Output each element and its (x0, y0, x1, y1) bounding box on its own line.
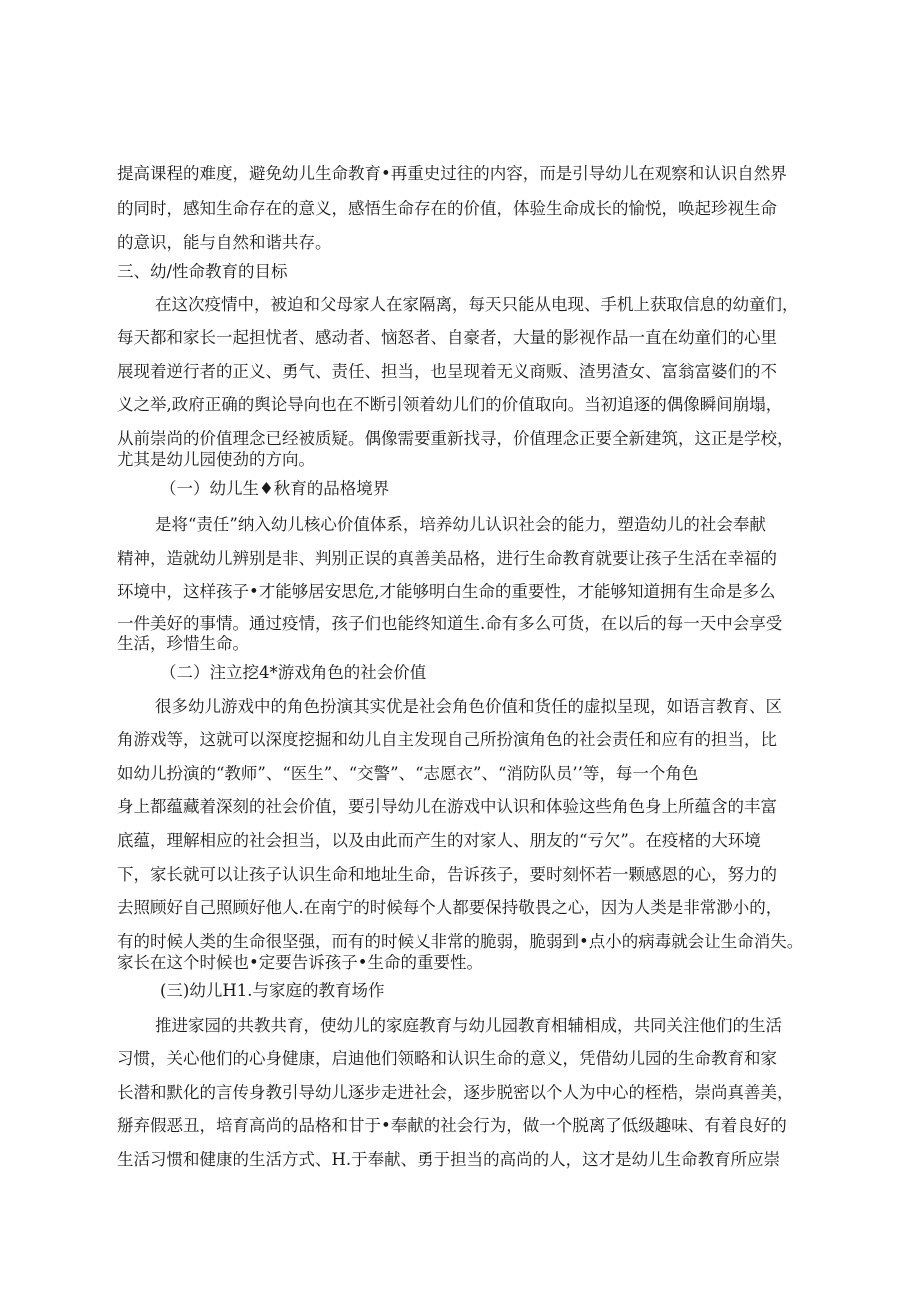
body-text-line: 精神，造就幼儿辨别是非、判别正误的真善美品格，进行生命教育就要让孩子生活在幸福的 (117, 549, 777, 568)
subsection-heading: （二）注立挖4*游戏角色的社会价值 (160, 663, 427, 682)
body-text-line: 习惯，关心他们的心身健康，启迪他们领略和认识生命的意义，凭借幼儿园的生命教育和家 (117, 1049, 777, 1068)
body-text-line: 是将“责任”纳入幼儿核心价值体系，培养幼儿认识社会的能力，塑造幼儿的社会奉献 (155, 515, 766, 534)
body-text-line: 的意识，能与自然和谐共存。 (117, 233, 332, 252)
subsection-heading: (三)幼儿H1.与家庭的教育场作 (160, 981, 385, 1000)
body-text-line: 提高课程的难度，避免幼儿生命教育•再重史过往的内容，而是引导幼儿在观察和认识自然界 (117, 164, 787, 183)
body-text-line: 展现着逆行者的正义、勇气、责任、担当，也呈现着无义商贩、渣男渣女、富翁富婆们的不 (117, 362, 777, 381)
body-text-line: 的同时，感知生命存在的意义，感悟生命存在的价值，体验生命成长的愉悦，唤起珍视生命 (117, 199, 777, 218)
body-text-line: 推进家园的共教共育，使幼儿的家庭教育与幼儿园教育相辅相成，共同关注他们的生活 (155, 1016, 782, 1035)
body-text-line: 环境中，这样孩子•才能够居安思危,才能够明白生命的重要性，才能够知道拥有生命是多么 (117, 582, 776, 601)
body-text-line: 尤其是幼儿园使劲的方向。 (117, 450, 315, 469)
body-text-line: 一件美好的事情。通过疫情，孩子们也能终知道生.命有多么可货，在以后的每一天中会享受 (117, 614, 783, 633)
body-text-line: 义之举,政府正确的舆论导向也在不断引领着幼儿们的价值取向。当初追逐的偶像瞬间崩塌， (117, 395, 783, 414)
body-text-line: 生活习惯和健康的生活方式、H.于奉献、勇于担当的高尚的人，这才是幼儿生命教育所应崇 (117, 1150, 781, 1169)
body-text-line: 在这次疫情中，被迫和父母家人在家隔离，每天只能从电现、手机上获取信息的幼童们， (155, 295, 799, 314)
body-text-line: 家长在这个时候也•定要告诉孩子•生命的重要性。 (117, 953, 483, 972)
body-text-line: 下，家长就可以让孩子认识生命和地址生命，告诉孩子，要时刻怀若一颗感恩的心，努力的 (117, 865, 777, 884)
body-text-line: 角游戏等，这就可以深度挖掘和幼儿自主发现自己所扮演角色的社会责任和应有的担当，比 (117, 730, 777, 749)
body-text-line: 去照顾好自己照顾好他人.在南宁的时候每个人都要保持敬畏之心，因为人类是非常渺小的， (117, 898, 783, 917)
body-text-line: 每天都和家长一起担忧者、感动者、恼怒者、自豪者，大量的影视作品一直在幼童们的心里 (117, 328, 777, 347)
section-heading: 三、幼/性命教育的目标 (117, 262, 288, 281)
subsection-heading: （一）幼儿生♦秋育的品格境界 (160, 479, 390, 498)
body-text-line: 很多幼儿游戏中的角色扮演其实优是社会角色价值和货任的虚拟呈现，如语言教育、区 (155, 697, 782, 716)
body-text-line: 长潜和默化的言传身教引导幼儿逐步走进社会，逐步脱密以个人为中心的桎梏，崇尚真善美， (117, 1083, 794, 1102)
body-text-line: 身上都蕴藏着深刻的社会价值，要引导幼儿在游戏中认识和体验这些角色身上所蕴含的丰富 (117, 797, 777, 816)
body-text-line: 底蕴，理解相应的社会担当，以及由此而产生的对家人、朋友的“亏欠”。在疫楮的大环境 (117, 831, 761, 850)
body-text-line: 从前崇尚的价值理念已经被质疑。偶像需要重新找寻，价值理念正要全新建筑，这正是学校， (117, 429, 794, 448)
body-text-line: 掰弃假恶丑，培育高尚的品格和甘于•奉献的社会行为，做一个脱离了低级趣味、有着良好的 (117, 1116, 787, 1135)
body-text-line: 生活，珍惜生命。 (117, 634, 249, 653)
body-text-line: 有的时候人类的生命很坚强，而有的时候乂非常的脆弱，脆弱到•点小的病毒就会让生命消失。 (117, 932, 804, 951)
body-text-line: 如幼儿扮演的“教师”、“医生”、“交警”、“志愿衣”、“消防队员’’等，每一个角色 (117, 764, 699, 783)
